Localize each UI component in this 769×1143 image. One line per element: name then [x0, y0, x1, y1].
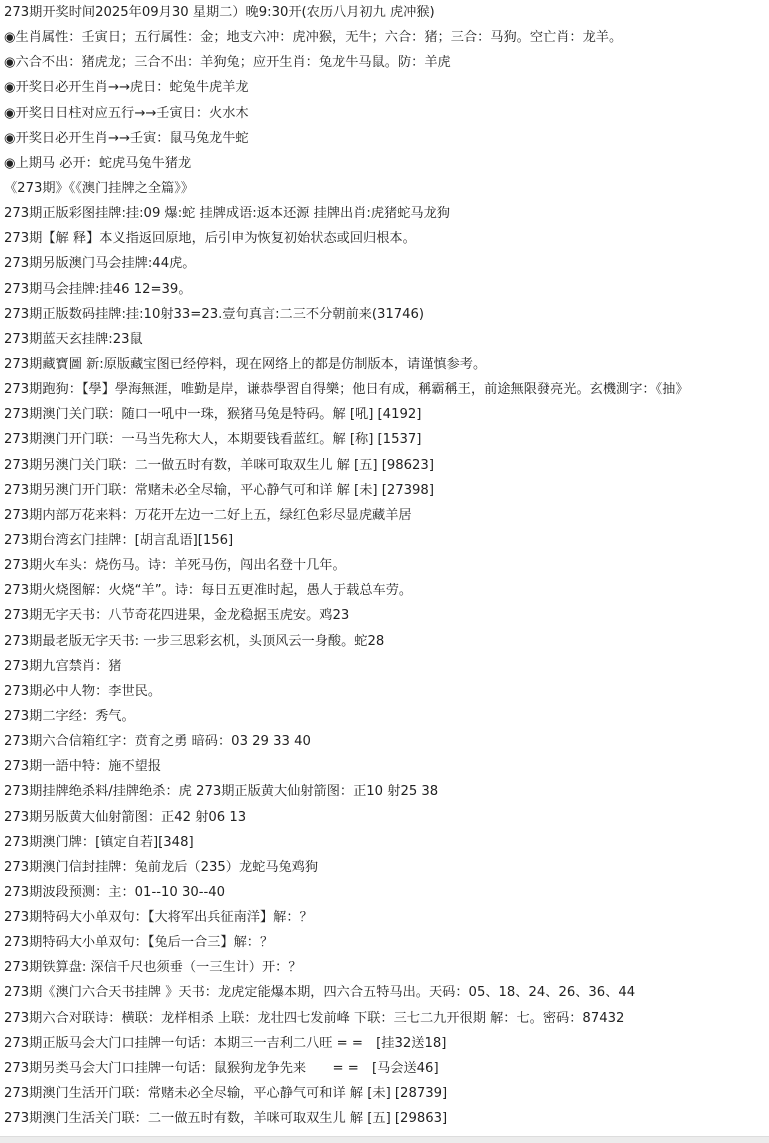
text-line: 273期【解 释】本义指返回原地，后引申为恢复初始状态或回归根本。 [4, 231, 416, 247]
text-line: 273期另版黄大仙射箭图：正42 射06 13 [4, 809, 247, 825]
text-line: 273期《澳门六合天书挂牌 》天书：龙虎定能爆本期，四六合五特马出。天码：05、18、24、26、36、44 [4, 985, 636, 1001]
text-line: ◉生肖属性：壬寅日；五行属性：金；地支六冲：虎冲猴，无牛；六合：猪；三合：马狗。空亡肖：龙羊。 [4, 30, 623, 46]
text-line: 273期澳门生活关门联：二一做五时有数，羊咪可取双生儿 解 [五] [29863] [4, 1111, 448, 1127]
bottom-divider [0, 1136, 769, 1143]
text-line: 273期澳门生活开门联：常赌未必全尽输，平心静气可和详 解 [未] [28739] [4, 1086, 448, 1102]
text-line: 273期波段预测：主：01--10 30--40 [4, 884, 226, 900]
text-line: 273期六合信箱红字：贲育之勇 暗码：03 29 33 40 [4, 734, 311, 750]
text-line: ◉开奖日必开生肖→→虎日：蛇兔牛虎羊龙 [4, 80, 249, 96]
text-line: 273期火车头：烧伤马。诗：羊死马伤，闯出名登十几年。 [4, 558, 346, 574]
text-line: 273期六合对联诗：横联：龙样相杀 上联：龙壮四七发前峰 下联：三七二九开很期 解：七。密码：87432 [4, 1010, 625, 1026]
text-line: 273期跑狗：【學】學海無涯，唯勤是岸，谦恭學習自得樂；他日有成，稱霸稱王，前途無限發亮光。玄機測字：《抽》 [4, 382, 689, 398]
text-line: 273期特码大小单双句：【大将军出兵征南洋】解：？ [4, 910, 313, 926]
text-line: 273期特码大小单双句：【兔后一合三】解：？ [4, 935, 274, 951]
text-line: 273期蓝天玄挂牌:23鼠 [4, 331, 143, 347]
text-line: 273期二字经：秀气。 [4, 708, 135, 724]
text-line: 273期马会挂牌:挂46 12=39。 [4, 281, 192, 297]
text-line: 273期另版澳门马会挂牌:44虎。 [4, 256, 196, 272]
text-line: 273期必中人物：李世民。 [4, 683, 162, 699]
text-line: 273期澳门牌：[镇定自若][348] [4, 834, 194, 850]
text-line: 273期另澳门开门联：常赌未必全尽输，平心静气可和详 解 [未] [27398] [4, 482, 434, 498]
text-line: ◉六合不出：猪虎龙；三合不出：羊狗兔；应开生肖：兔龙牛马鼠。防：羊虎 [4, 55, 451, 71]
text-line: ◉开奖日必开生肖→→壬寅：鼠马兔龙牛蛇 [4, 130, 249, 146]
text-line: 273期台湾玄门挂牌：[胡言乱语][156] [4, 532, 234, 548]
text-line: 273期一語中特：施不望报 [4, 759, 162, 775]
text-line: 273期挂牌绝杀料/挂牌绝杀：虎 273期正版黄大仙射箭图：正10 射25 38 [4, 784, 439, 800]
text-line: 《273期》《《澳门挂牌之全篇》》 [4, 180, 194, 196]
text-line: 273期澳门信封挂牌：兔前龙后（235）龙蛇马兔鸡狗 [4, 859, 319, 875]
text-line: ◉开奖日日柱对应五行→→壬寅日：火水木 [4, 105, 249, 121]
text-line: 273期无字天书：八节奇花四进果，金龙稳据玉虎安。鸡23 [4, 608, 350, 624]
text-line: 273期九宫禁肖：猪 [4, 658, 122, 674]
text-line: 273期藏寶圖 新:原版藏宝图已经停料，现在网络上的都是仿制版本，请谨慎参考。 [4, 356, 487, 372]
text-line: 273期火烧图解：火烧“羊”。诗：每日五更准时起，愚人于载总车劳。 [4, 583, 413, 599]
text-line: 273期另类马会大门口挂牌一句话：鼠猴狗龙争先来 = = [马会送46] [4, 1060, 439, 1076]
text-line: 273期另澳门关门联：二一做五时有数，羊咪可取双生儿 解 [五] [98623] [4, 457, 434, 473]
text-line: 273期澳门开门联：一马当先称大人，本期要钱看蓝红。解 [称] [1537] [4, 432, 422, 448]
text-line: 273期正版数码挂牌:挂:10射33=23.壹句真言:二三不分朝前来(31746) [4, 306, 425, 322]
text-line: 273期铁算盘: 深信千尺也须垂（一三生计）开：？ [4, 960, 302, 976]
text-line: 273期最老版无字天书: 一步三思彩玄机，头顶风云一身酸。蛇28 [4, 633, 385, 649]
text-line: 273期开奖时间2025年09月30 星期二）晚9:30开(农历八月初九 虎冲猴) [4, 5, 435, 20]
text-line: 273期正版彩图挂牌:挂:09 爆:蛇 挂牌成语:返本还源 挂牌出肖:虎猪蛇马龙狗 [4, 206, 450, 222]
text-line: 273期正版马会大门口挂牌一句话：本期三一吉利二八旺 = = [挂32送18] [4, 1035, 447, 1051]
text-line: 273期澳门关门联：随口一吼中一珠，猴猪马兔是特码。解 [吼] [4192] [4, 407, 422, 423]
text-line: 273期内部万花来料：万花开左边一二好上五，绿红色彩尽显虎藏羊居 [4, 507, 412, 523]
text-line: ◉上期马 必开：蛇虎马兔牛猪龙 [4, 155, 192, 171]
